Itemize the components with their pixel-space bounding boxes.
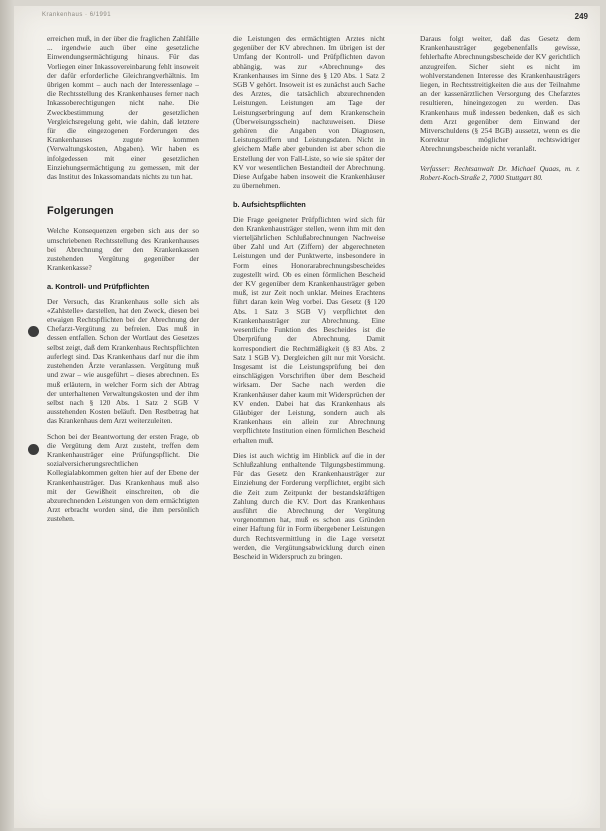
column-middle [233,34,385,567]
paragraph: Schon bei der Beantwortung der ersten Frage, ob die Vergütung dem Arzt zusteht, treffen dem Krankenhausträger eine Prüfungspflicht. Die sozialversicherungsrechtlichen Kollegialabkommen gelten hier auf der Ebene der Krankenhausträger. Das Krankenhaus muß also mit der Gewißheit einschreiten, ob die abzurechnenden Leistungen von dem ermächtigten Arzt erbracht worden sind, die ihm persönlich zustehen. [47,431,199,524]
paragraph: Dies ist auch wichtig im Hinblick auf die in der Schlußzahlung enthaltende Tilgungsbestimmung. Für das Gesetz den Krankenhausträger zur Einziehung der Forderung verpflichtet, ergibt sich die Zeit zum Zeitpunkt der bestandskräftigen Zahlung durch die KV. Dort das Krankenhaus ausführt die Abrechnung der Vergütung vorgenommen hat, muß es schon aus Gründen einer Haftung für in Form übergebener Leistungen durch Rechtsvermittlung in die Lage versetzt werden, die Vergütungsabwicklung durch einen Bescheid in Widerspruch zu bringen. [233,450,385,561]
subsection-heading: a. Kontroll- und Prüfpflichten [47,282,150,292]
page-number: 249 [574,12,588,21]
author-note: Verfasser: Rechtsanwalt Dr. Michael Quaas, m. r. Robert-Koch-Straße 2, 7000 Stuttgart 80. [420,163,580,182]
running-header: Krankenhaus · 6/1991 [42,12,112,18]
paragraph: Welche Konsequenzen ergeben sich aus der so umschriebenen Rechtsstellung des Krankenhauses bei Abrechnung der den Krankenkassen zustehenden Vergütung gegenüber der Krankenkasse? [47,226,199,273]
section-heading: Folgerungen [47,205,114,218]
paragraph: Daraus folgt weiter, daß das Gesetz dem Krankenhausträger gegebenenfalls gewisse, fehlerhafte Abrechnungsbescheide der KV gerichtlich anzugreifen. Sicher sieht es nicht im wohlverstandenen Interesse des Krankenhausträgers liegen, in Rechtsstreitigkeiten die aus der Teilnahme an der kassenärztlichen Versorgung des Chefarztes resultieren, hineingezogen zu werden. Das Krankenhaus muß indessen bedenken, daß es sich dem Arzt gegenüber dem Einwand der Mitverschuldens (§ 254 BGB) aussetzt, wenn es die Korrektur möglicher rechtswidriger Abrechnungsbescheide nicht veranlaßt. [420,34,580,154]
page-binding-shadow [0,0,14,831]
subsection-heading: b. Aufsichtspflichten [233,200,306,210]
column-left [47,34,199,530]
document-page [14,6,600,828]
punch-hole [28,326,39,337]
paragraph: Der Versuch, das Krankenhaus solle sich als «Zahlstelle» darstellen, hat den Zweck, diesen bei etwaigen Rechtspflichten bei der Abrechnung der Chefarzt-Vergütung zu befreien. Das muß in dessen entfallen. Schon der Wortlaut des Gesetzes selbst zeigt, daß dem Krankenhaus Rechtspflichten auferlegt sind. Das Krankenhaus darf nur die ihm zustehenden Ärzte veranlassen. Vergütung muß und zwar – wie ausgeführt – dieses abrechnen. Es muß erläutern, in welcher Form sich der Abtrag der unterhaltenen Verwaltungskosten und der ihm selbst nach § 120 Abs. 1 Satz 2 SGB V ausstehenden Kosten beläuft. Den Restbetrag hat das Krankenhaus dem Arzt weiterzuleiten. [47,296,199,426]
paragraph: die Leistungen des ermächtigten Arztes nicht gegenüber der KV abrechnen. Im übrigen ist der Umfang der Kontroll- und Prüfpflichten davon abhängig, was zur «Abrechnung» des Krankenhauses im Sinne des § 120 Abs. 1 Satz 2 SGB V gehört. Insoweit ist es zunächst auch Sache des Arztes, die tatsächlich abzurechnenden Leistungen. Leistungen am Tage der Leistungserbringung auf dem Krankenschein (Überweisungsschein) nachzuweisen. Diese gehören die Angaben von Diagnosen, Leistungsziffern und Leistungsdaten. Nicht in gleichem Maße aber gebunden ist aber schon die Erstellung der von Fall-Liste, so wie sie später der KV vor wesentlichen Bestandteil der Abrechnung. Diese Aufgabe haben insoweit die Krankenhäuser zu übernehmen. [233,34,385,191]
column-right [420,34,580,188]
paragraph: erreichen muß, in der über die fraglichen Zahlfälle ... irgendwie auch über eine gesetzliche Einwendungsermächtigung hinaus. Für das Vorliegen einer Inkassovereinbarung fehlt insoweit der dafür erforderliche Gleichrangverhältnis. Im übrigen kommt – auch nach der Interessenlage – die Rechtsstellung des Krankenhauses ferner nach Inkassoberechtigungen nicht nahe. Die Zweckbestimmung der gesetzlichen Vergleichsregelung geht, wie dahin, daß letztere für die eingezogenen Forderungen des Krankenhauses zugute kommen (Verwaltungskosten, Abgaben). Wir haben es infolgedessen mit einer gesetzlichen Einziehungsermächtigung zu gemessen, mit der das Institut des Inkassomandats nichts zu tun hat. [47,34,199,182]
paragraph: Die Frage geeigneter Prüfpflichten wird sich für den Krankenhausträger stellen, wenn ihm mit den vierteljährlichen Schlußabrechnungen Nachweise über Zahl und Art (Ziffern) der abgerechneten Leistungen und der Punktwerte, insbesondere in Form eines Honorarabrechnungsbescheides zugestellt wird. Ob es einen förmlichen Bescheid der KV gegenüber dem Krankenhausträger geben muß, ist zur Zeit noch unklar. Meines Erachtens führt daran kein Weg vorbei. Das Gesetz (§ 120 Abs. 1 Satz 3 SGB V) verpflichtet den Krankenhausträger zur Abrechnung. Eine wesentliche Funktion des Bescheides ist die Überprüfung der Abrechnung. Damit korrespondiert die Rechtmäßigkeit (§ 83 Abs. 2 Satz 1 SGB V). Dergleichen gilt nur mit Vorsicht. Insgesamt ist die Leistungsprüfung bei den einschlägigen Vorschriften über dem Bescheid wirksam. Der Sache nach werden die Krankenhäuser daher kaum mit Widersprüchen der KV enden. Dabei hat das Krankenhaus als Gläubiger der Leistung, sondern auch als Krankenhaus ein allein zur Abrechnung verpflichtete Institution einen förmlichen Bescheid erhalten muß. [233,214,385,445]
punch-hole [28,444,39,455]
